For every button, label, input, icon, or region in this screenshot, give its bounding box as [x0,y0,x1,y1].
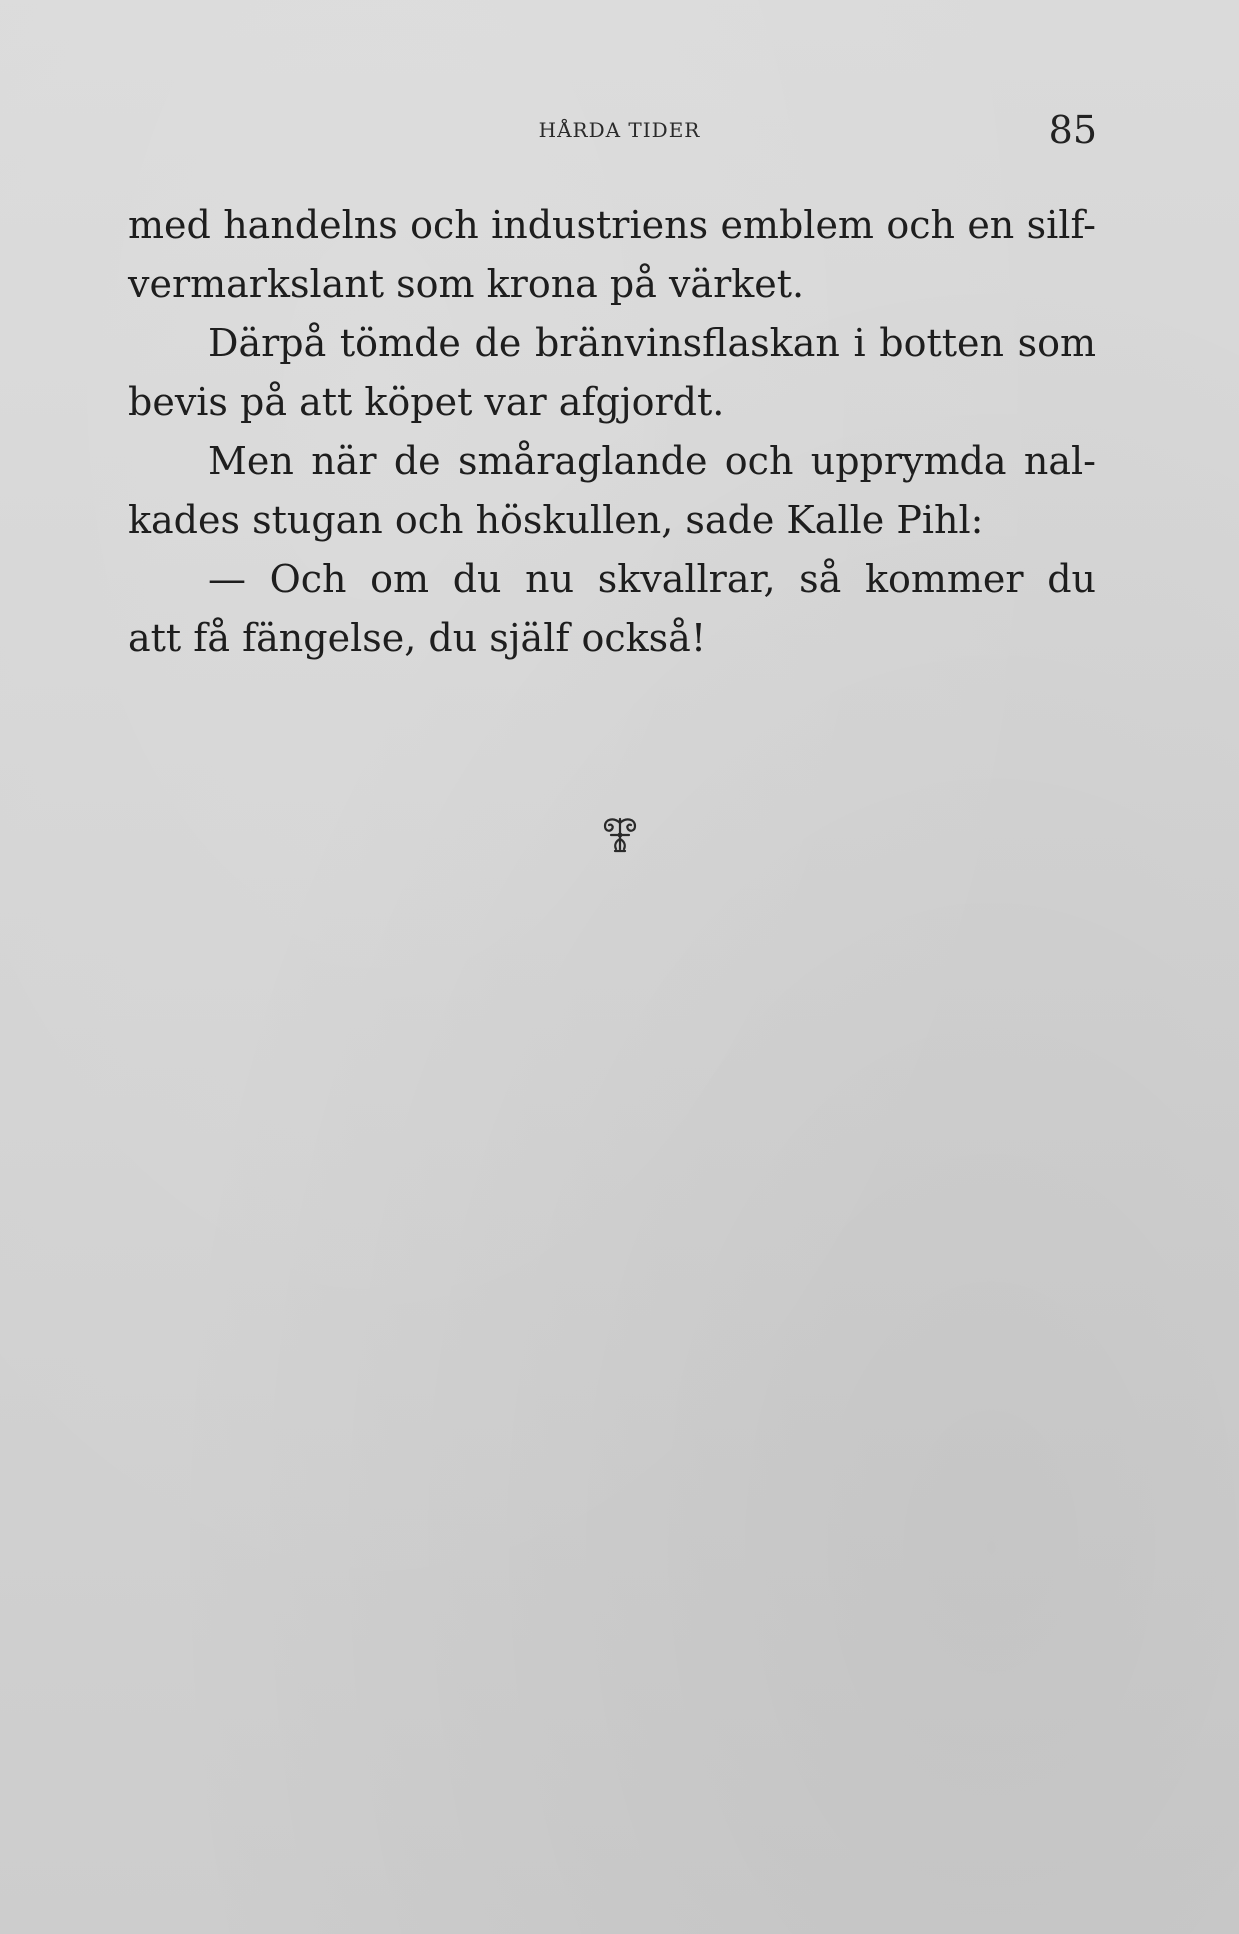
paragraph-first-line: Men när de småraglande och upprymda nal- [208,439,1096,483]
text-line: kades stugan och höskullen, sade Kalle Pihl: [128,498,984,542]
text-line: med handelns och industriens emblem och en silf- [128,203,1096,247]
text-line: bevis på att köpet var afgjordt. [128,380,725,424]
page-number: 85 [1048,108,1097,152]
text-line: att få fängelse, du själf också! [128,616,707,660]
fleuron-ornament [0,815,1239,859]
running-head: HÅRDA TIDER [538,118,701,142]
end-of-chapter-fleuron-icon [597,840,643,859]
dialogue-line: — Och om du nu skvallrar, så kommer du [208,557,1096,601]
text-line: vermarkslant som krona på värket. [128,262,805,306]
body-text [128,196,1096,668]
paragraph-first-line: Därpå tömde de bränvinsflaskan i botten som [208,321,1096,365]
